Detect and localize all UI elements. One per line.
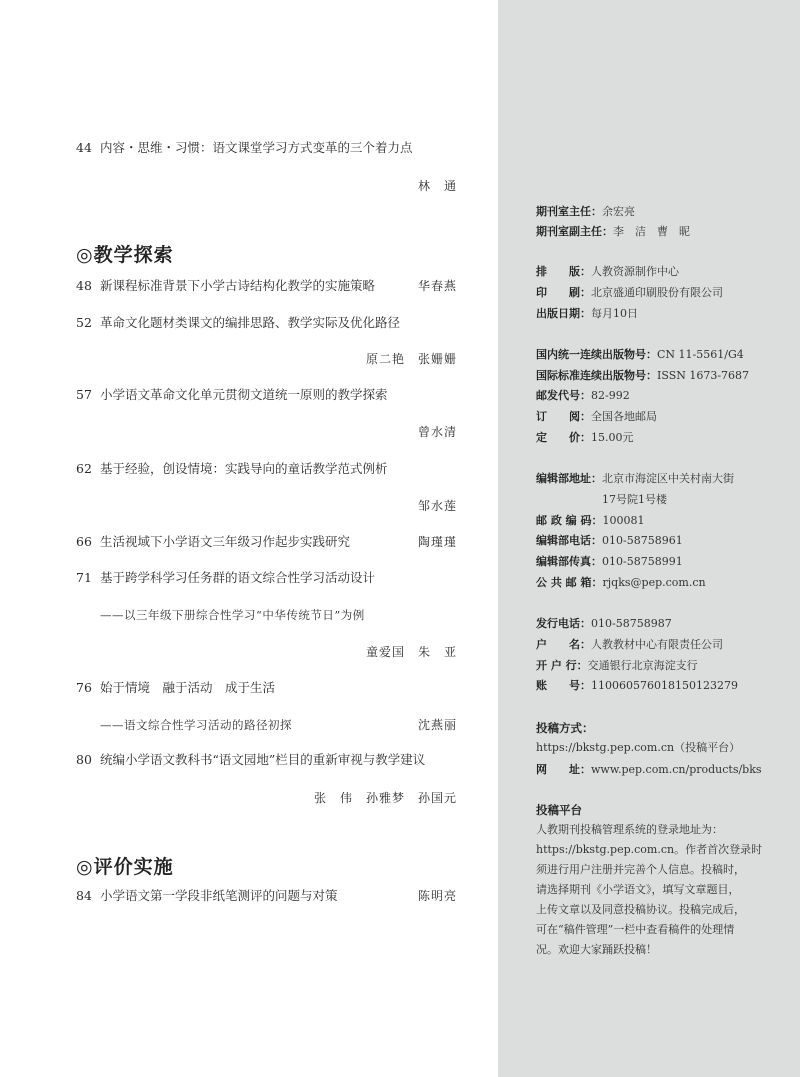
article-author: 林 通 xyxy=(418,179,458,193)
info-tel: 编辑部电话：010-58758961 xyxy=(536,534,683,547)
page-number: 76 xyxy=(76,680,92,695)
info-address: 编辑部地址：北京市海淀区中关村南大街 xyxy=(536,472,734,485)
article-title: 小学语文革命文化单元贯彻文道统一原则的教学探索 xyxy=(100,387,388,402)
info-order: 订 阅：全国各地邮局 xyxy=(536,410,657,423)
toc-entry[interactable] xyxy=(76,140,413,156)
page-number: 84 xyxy=(76,888,92,903)
toc-entry[interactable] xyxy=(76,888,338,904)
info-deputy: 期刊室副主任：李 洁 曹 昵 xyxy=(536,225,690,238)
toc-entry[interactable] xyxy=(76,680,275,696)
page-number: 71 xyxy=(76,570,92,585)
info-postcode: 邮发代号：82-992 xyxy=(536,389,630,402)
article-author: 原二艳 张姗姗 xyxy=(366,352,458,366)
page-number: 66 xyxy=(76,534,92,549)
platform-description: 人教期刊投稿管理系统的登录地址为： https://bkstg.pep.com.cn。作者首次登录时 须进行用户注册并完善个人信息。投稿时， 请选择期刊《小学语文》，填写文章题目， 上传文章以及同意投稿协议。投稿完成后， 可在“稿件管理”一栏中查看稿件的处理情 况。欢迎大家踊跃投稿！ xyxy=(536,823,763,956)
info-account-name: 户 名：人教教材中心有限责任公司 xyxy=(536,638,723,651)
page-number: 44 xyxy=(76,140,92,155)
toc-entry[interactable] xyxy=(76,534,350,550)
toc-entry[interactable] xyxy=(76,387,388,403)
submit-title: 投稿方式： xyxy=(536,721,594,735)
article-title: 新课程标准背景下小学古诗结构化教学的实施策略 xyxy=(100,278,376,293)
article-title: 基于跨学科学习任务群的语文综合性学习活动设计 xyxy=(100,570,376,585)
article-subtitle: ——语文综合性学习活动的路径初探 xyxy=(100,718,292,732)
page-number: 62 xyxy=(76,461,92,476)
article-author: 陈明亮 xyxy=(418,889,458,903)
article-author: 陶瑾瑾 xyxy=(418,535,458,549)
article-author: 张 伟 孙雅梦 孙国元 xyxy=(314,791,458,805)
section-heading: ◎教学探索 xyxy=(76,244,174,266)
toc-entry[interactable] xyxy=(76,278,375,294)
article-author: 邹水莲 xyxy=(418,499,458,513)
article-title: 生活视域下小学语文三年级习作起步实践研究 xyxy=(100,534,351,549)
info-print: 印 刷：北京盛通印刷股份有限公司 xyxy=(536,286,723,299)
section-heading: ◎评价实施 xyxy=(76,856,174,878)
info-address-line2: 17号院1号楼 xyxy=(602,493,667,506)
info-fax: 编辑部传真：010-58758991 xyxy=(536,555,683,568)
page-number: 48 xyxy=(76,278,92,293)
article-author: 曾水清 xyxy=(418,425,458,439)
article-title: 小学语文第一学段非纸笔测评的问题与对策 xyxy=(100,888,338,903)
info-price: 定 价：15.00元 xyxy=(536,431,634,444)
article-title: 基于经验，创设情境：实践导向的童话教学范式例析 xyxy=(100,461,388,476)
submit-url[interactable]: https://bkstg.pep.com.cn（投稿平台） xyxy=(536,741,741,754)
article-title: 始于情境 融于活动 成于生活 xyxy=(100,680,276,695)
toc-entry[interactable] xyxy=(76,570,375,586)
toc-entry[interactable] xyxy=(76,315,400,331)
info-director: 期刊室主任：余宏亮 xyxy=(536,205,635,218)
article-title: 内容・思维・习惯：语文课堂学习方式变革的三个着力点 xyxy=(100,140,413,155)
info-dist: 发行电话：010-58758987 xyxy=(536,617,672,630)
info-bank: 开 户 行：交通银行北京海淀支行 xyxy=(536,659,698,672)
toc-entry[interactable] xyxy=(76,461,388,477)
info-issn: 国际标准连续出版物号：ISSN 1673-7687 xyxy=(536,369,750,382)
toc-entry[interactable] xyxy=(76,752,425,768)
article-author: 华春燕 xyxy=(418,279,458,293)
page-number: 57 xyxy=(76,387,92,402)
info-cn: 国内统一连续出版物号：CN 11-5561/G4 xyxy=(536,348,744,361)
info-zip: 邮 政 编 码：100081 xyxy=(536,514,645,527)
article-title: 革命文化题材类课文的编排思路、教学实际及优化路径 xyxy=(100,315,401,330)
info-layout: 排 版：人教资源制作中心 xyxy=(536,265,679,278)
article-title: 统编小学语文教科书“语文园地”栏目的重新审视与教学建议 xyxy=(100,752,426,767)
article-author: 童爱国 朱 亚 xyxy=(366,645,458,659)
page-number: 80 xyxy=(76,752,92,767)
info-date: 出版日期：每月10日 xyxy=(536,307,638,320)
info-account: 账 号：110060576018150123279 xyxy=(536,679,738,692)
page-number: 52 xyxy=(76,315,92,330)
article-subtitle: ——以三年级下册综合性学习“中华传统节日”为例 xyxy=(100,608,365,622)
info-website[interactable]: 网 址：www.pep.com.cn/products/bks xyxy=(536,763,762,776)
article-author: 沈燕丽 xyxy=(418,718,458,732)
platform-title: 投稿平台 xyxy=(536,803,582,817)
info-email[interactable]: 公 共 邮 箱：rjqks@pep.com.cn xyxy=(536,576,706,589)
